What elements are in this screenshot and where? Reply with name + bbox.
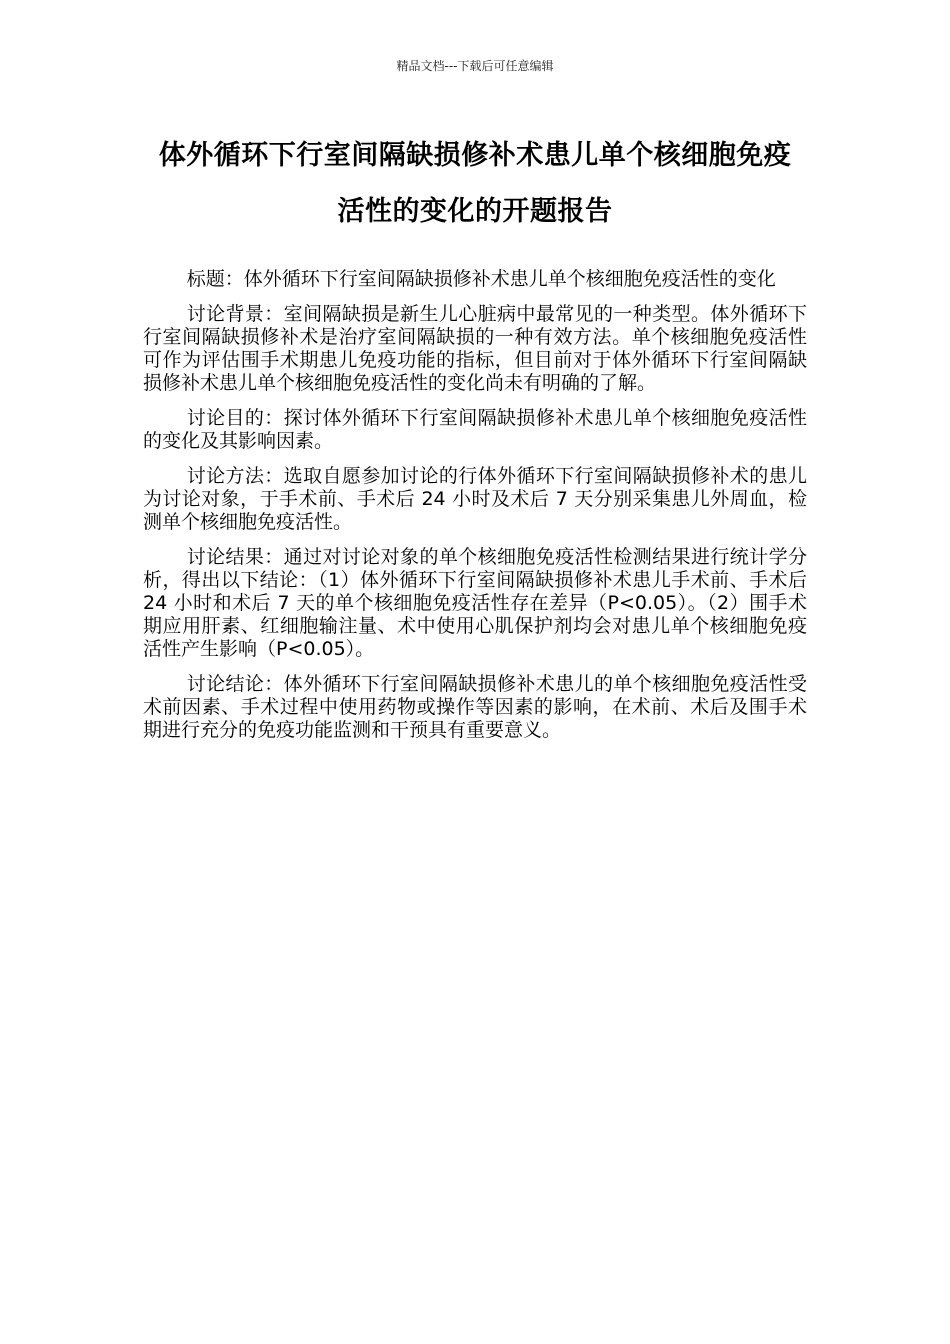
paragraph-background: 讨论背景：室间隔缺损是新生儿心脏病中最常见的一种类型。体外循环下行室间隔缺损修补术是治疗室间隔缺损的一种有效方法。单个核细胞免疫活性可作为评估围手术期患儿免疫功能的指标，但目前对于体外循环下行室间隔缺损修补术患儿单个核细胞免疫活性的变化尚未有明确的了解。 [143,303,807,394]
paragraph-title: 标题：体外循环下行室间隔缺损修补术患儿单个核细胞免疫活性的变化 [186,268,776,290]
paragraph-objective: 讨论目的：探讨体外循环下行室间隔缺损修补术患儿单个核细胞免疫活性的变化及其影响因素。 [143,407,807,452]
title-line-2: 活性的变化的开题报告 [337,196,613,227]
title-line-1: 体外循环下行室间隔缺损修补术患儿单个核细胞免疫 [158,140,792,171]
paragraph-methods: 讨论方法：选取自愿参加讨论的行体外循环下行室间隔缺损修补术的患儿为讨论对象，于手术前、手术后 24 小时及术后 7 天分别采集患儿外周血，检测单个核细胞免疫活性。 [143,465,807,533]
header-note: 精品文档---下载后可任意编辑 [396,59,554,73]
document-body [143,268,807,754]
paragraph-results: 讨论结果：通过对讨论对象的单个核细胞免疫活性检测结果进行统计学分析，得出以下结论：（1）体外循环下行室间隔缺损修补术患儿手术前、手术后 24 小时和术后 7 天的单个核细胞免疫活性存在差异（P<0.05）。（2）围手术期应用肝素、红细胞输注量、术中使用心肌保护剂均会对患儿单个核细胞免疫活性产生影响（P<0.05）。 [143,546,807,660]
document-title [140,128,810,240]
paragraph-conclusion: 讨论结论：体外循环下行室间隔缺损修补术患儿的单个核细胞免疫活性受术前因素、手术过程中使用药物或操作等因素的影响，在术前、术后及围手术期进行充分的免疫功能监测和干预具有重要意义。 [143,673,807,741]
